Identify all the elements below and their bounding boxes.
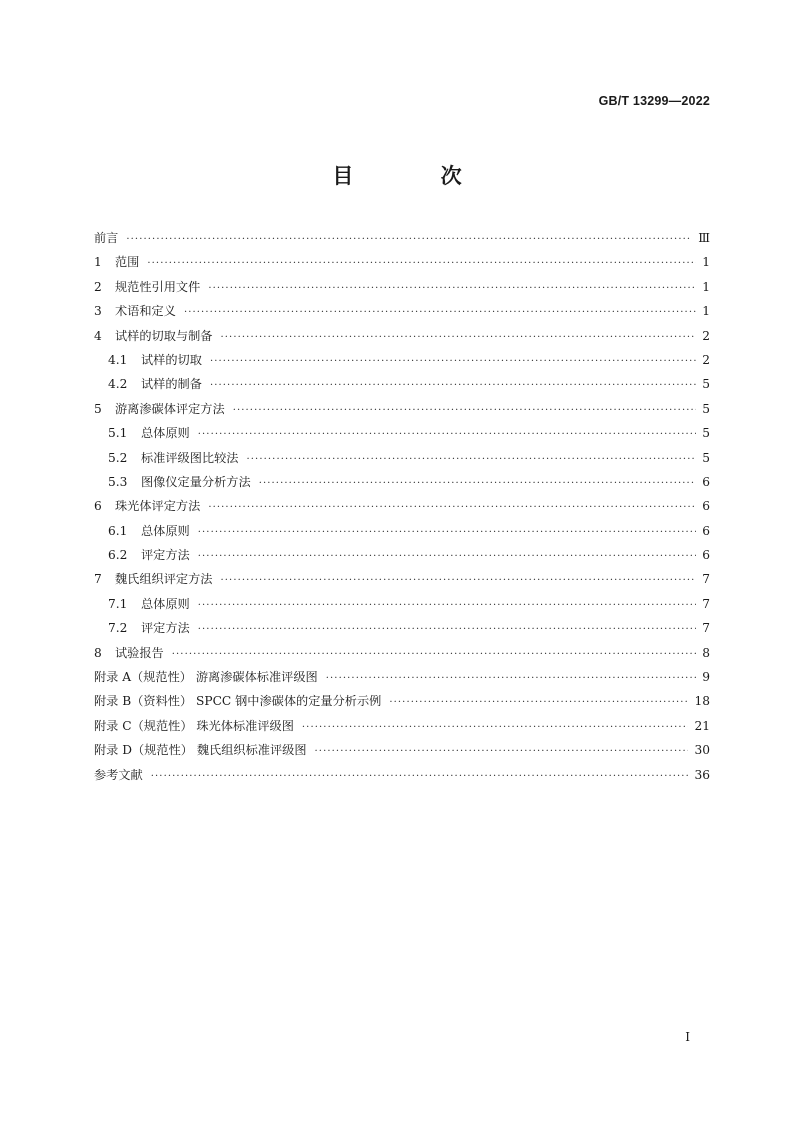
toc-dot-leader [184,301,696,325]
toc-dot-leader [208,496,696,520]
toc-entry-title: 附录 B（资料性） SPCC 钢中渗碳体的定量分析示例 [94,694,382,709]
toc-entry-number: 8 [94,645,102,660]
toc-entry-title: 标准评级图比较法 [141,450,239,465]
toc-entry[interactable] [94,519,710,543]
toc-dot-leader [126,228,692,252]
toc-dot-leader [172,643,696,667]
toc-entry-page: 5 [702,401,710,416]
toc-entry-page: 6 [702,474,710,489]
toc-entry-page: 6 [702,523,710,538]
toc-entry-title: 附录 A（规范性） 游离渗碳体标准评级图 [94,670,318,685]
toc-entry-page: 36 [694,767,710,782]
toc-entry[interactable] [94,689,710,713]
toc-entry-number: 7 [94,572,102,587]
toc-entry-title: 规范性引用文件 [115,279,201,294]
toc-entry-title: 游离渗碳体评定方法 [115,401,225,416]
toc-entry-title: 附录 C（规范性） 珠光体标准评级图 [94,718,294,733]
toc-dot-leader [151,765,689,789]
toc-entry-number: 6.1 [108,523,128,538]
toc-entry-number: 4.1 [108,352,128,367]
toc-entry-number: 4.2 [108,377,128,392]
toc-entry[interactable] [94,616,710,640]
toc-entry[interactable] [94,641,710,665]
toc-dot-leader [326,667,696,691]
toc-entry-page: 5 [702,377,710,392]
toc-entry-page: 21 [694,718,710,733]
toc-entry-number: 7.2 [108,621,128,636]
toc-dot-leader [247,448,697,472]
toc-entry-title: 试样的制备 [141,377,202,392]
toc-entry-title: 参考文献 [94,767,143,782]
toc-dot-leader [210,374,696,398]
toc-entry-title: 前言 [94,231,119,245]
toc-dot-leader [302,716,689,740]
toc-entry-number: 5.1 [108,426,128,441]
toc-entry[interactable] [94,250,710,274]
toc-dot-leader [198,594,696,618]
toc-entry[interactable] [94,372,710,396]
toc-entry[interactable] [94,299,710,323]
toc-entry-page: 6 [702,548,710,563]
toc-entry-number: 3 [94,304,102,319]
toc-entry-title: 评定方法 [141,548,190,563]
toc-entry-title: 总体原则 [141,523,190,538]
toc-entry-page: 1 [702,304,710,319]
toc-entry-page: 1 [702,279,710,294]
toc-entry[interactable] [94,446,710,470]
toc-entry-page: 5 [702,450,710,465]
toc-entry[interactable] [94,714,710,738]
toc-entry[interactable] [94,543,710,567]
toc-entry[interactable] [94,324,710,348]
standard-code: GB/T 13299—2022 [598,94,710,108]
toc-entry[interactable] [94,275,710,299]
toc-dot-leader [221,326,697,350]
toc-entry-title: 试样的切取 [141,352,202,367]
toc-entry-page: Ⅲ [698,231,710,245]
toc-dot-leader [198,521,696,545]
toc-entry-title: 总体原则 [141,596,190,611]
toc-entry-page: 30 [694,743,710,758]
toc-entry-number: 2 [94,279,102,294]
toc-entry-number: 5.2 [108,450,128,465]
toc-entry-title: 术语和定义 [115,304,176,319]
table-of-contents [94,226,710,787]
toc-dot-leader [233,399,696,423]
toc-entry-page: 7 [702,572,710,587]
toc-entry-page: 7 [702,621,710,636]
toc-entry-title: 范围 [115,255,140,270]
toc-entry-title: 试样的切取与制备 [115,328,213,343]
toc-entry[interactable] [94,226,710,250]
toc-dot-leader [198,618,696,642]
toc-entry[interactable] [94,421,710,445]
toc-entry-title: 图像仪定量分析方法 [141,474,251,489]
toc-entry-page: 9 [702,670,710,685]
toc-entry[interactable] [94,397,710,421]
toc-dot-leader [389,691,688,715]
toc-entry[interactable] [94,567,710,591]
toc-entry[interactable] [94,348,710,372]
toc-entry[interactable] [94,738,710,762]
toc-entry[interactable] [94,763,710,787]
toc-entry[interactable] [94,494,710,518]
toc-entry-page: 8 [702,645,710,660]
page-title: 目 次 [332,164,502,188]
toc-entry-title: 附录 D（规范性） 魏氏组织标准评级图 [94,743,307,758]
toc-entry-page: 2 [702,328,710,343]
toc-entry-title: 珠光体评定方法 [115,499,201,514]
toc-entry-number: 5 [94,401,102,416]
toc-entry-number: 1 [94,255,102,270]
toc-dot-leader [198,545,696,569]
toc-entry[interactable] [94,592,710,616]
toc-entry-title: 魏氏组织评定方法 [115,572,213,587]
toc-entry-page: 18 [694,694,710,709]
toc-dot-leader [198,423,696,447]
toc-entry-number: 6.2 [108,548,128,563]
toc-entry-title: 评定方法 [141,621,190,636]
toc-entry-page: 1 [702,255,710,270]
toc-dot-leader [208,277,696,301]
toc-dot-leader [210,350,696,374]
toc-entry-page: 2 [702,352,710,367]
toc-entry-page: 7 [702,596,710,611]
toc-entry-number: 6 [94,499,102,514]
toc-entry[interactable] [94,665,710,689]
toc-dot-leader [259,472,696,496]
toc-entry-page: 6 [702,499,710,514]
toc-entry-title: 试验报告 [115,645,164,660]
toc-dot-leader [147,252,696,276]
toc-entry-number: 5.3 [108,474,128,489]
toc-entry-page: 5 [702,426,710,441]
toc-dot-leader [221,569,697,593]
toc-entry[interactable] [94,470,710,494]
toc-entry-number: 4 [94,328,102,343]
toc-entry-number: 7.1 [108,596,128,611]
toc-entry-title: 总体原则 [141,426,190,441]
page-number: I [685,1030,690,1044]
toc-dot-leader [315,740,689,764]
